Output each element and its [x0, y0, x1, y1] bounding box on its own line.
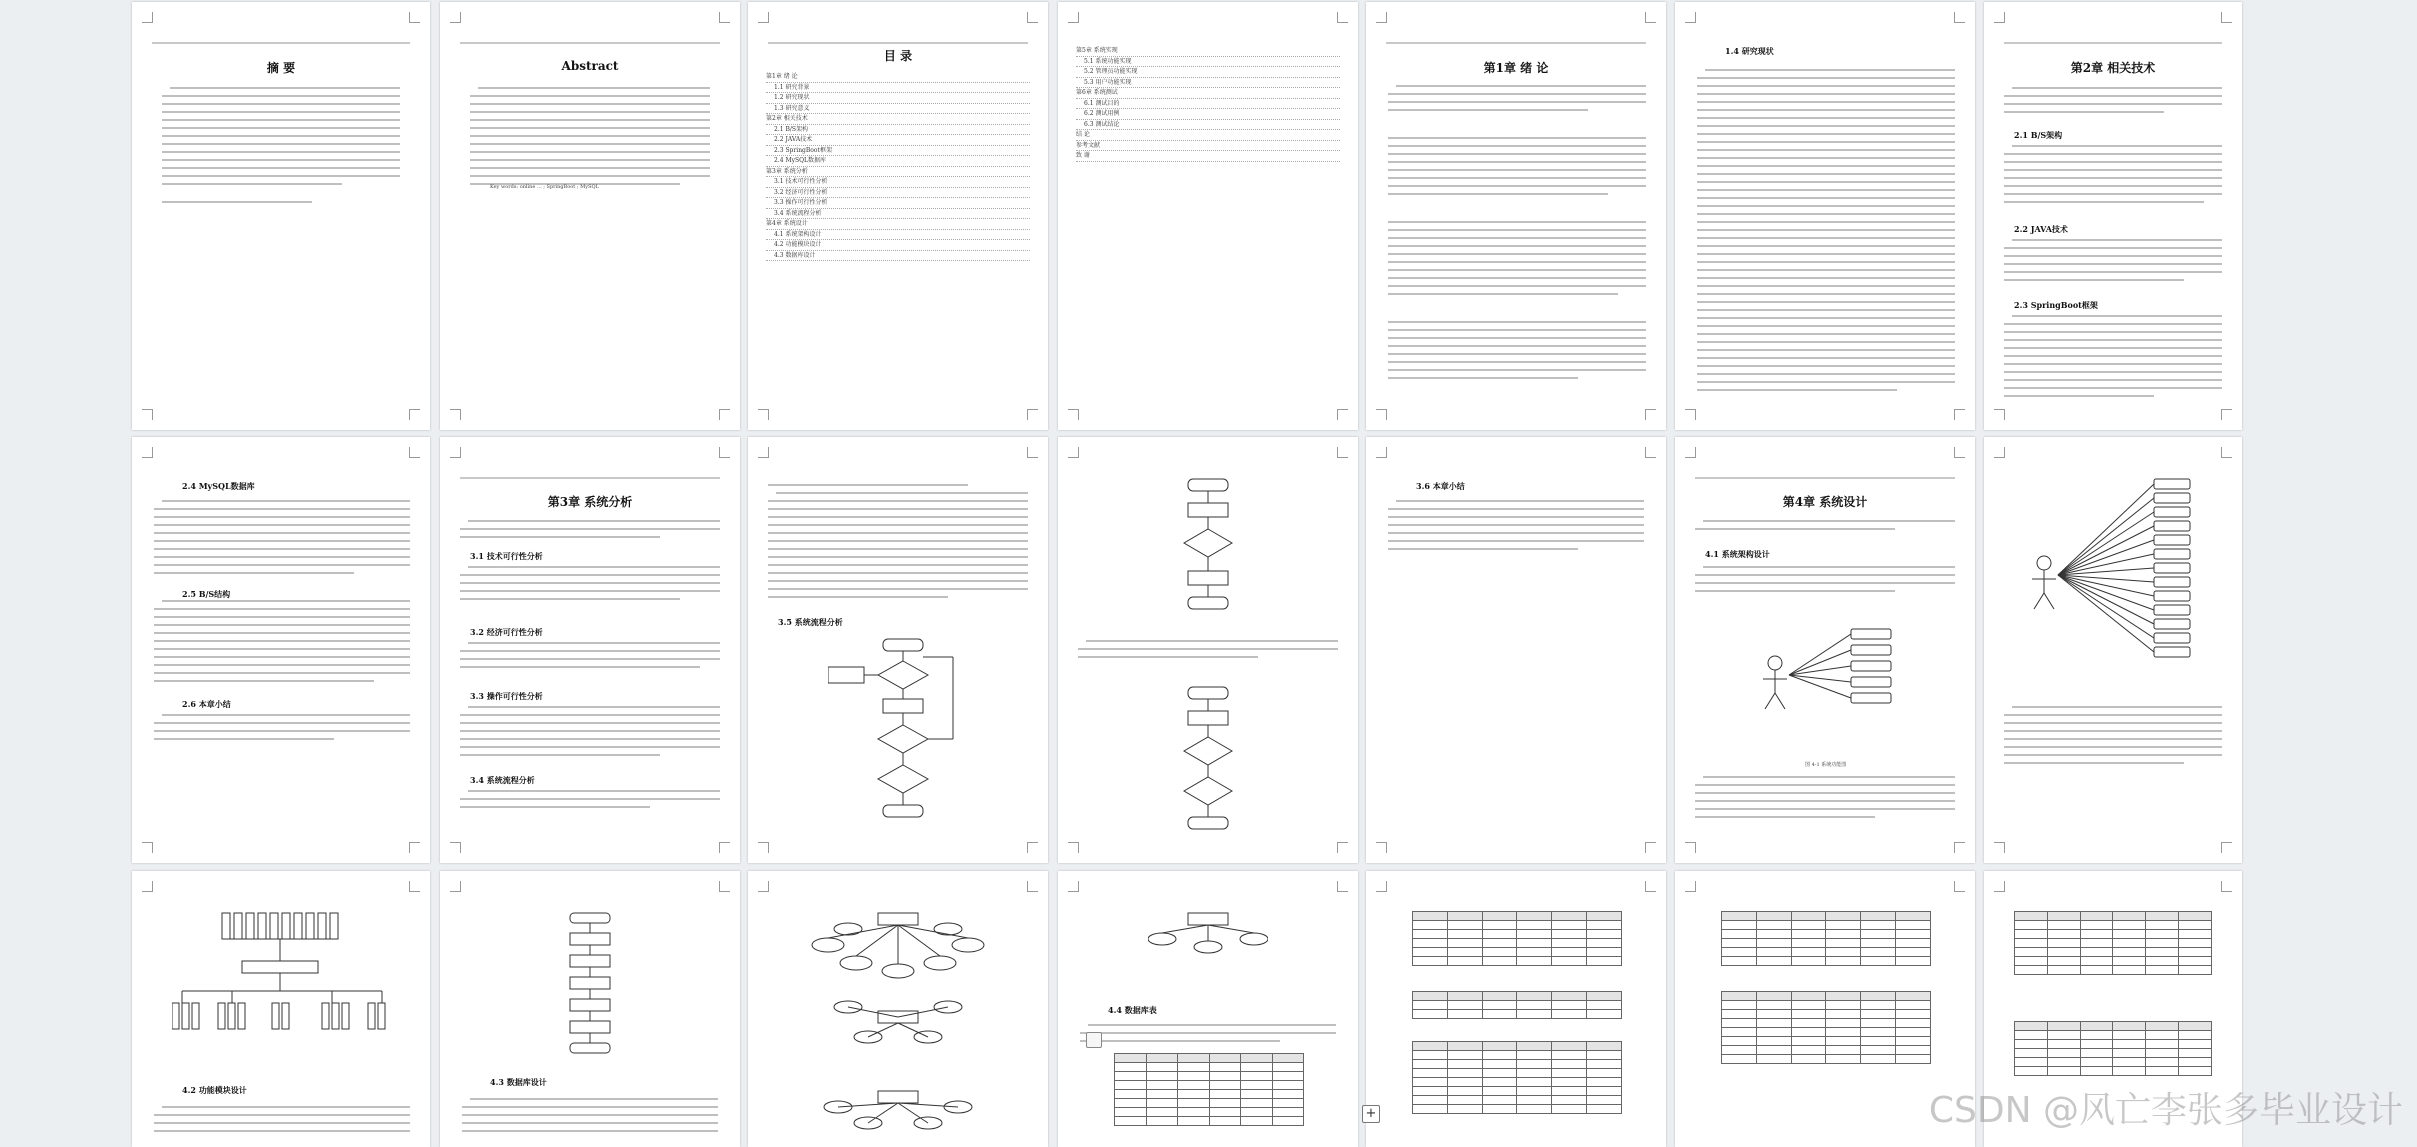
toc-list: [766, 72, 1030, 261]
page-title: Abstract: [561, 59, 619, 73]
toc-entry[interactable]: 第6章 系统测试: [1076, 88, 1340, 99]
flowchart-diagram: [828, 637, 978, 837]
db-table: [2014, 911, 2212, 975]
er-diagram: [808, 911, 988, 1141]
page-toc-continued: [1058, 2, 1358, 430]
page-db-design: [440, 871, 740, 1147]
page-research-status: [1675, 2, 1975, 430]
page-tables-a: [1366, 871, 1666, 1147]
toc-entry[interactable]: 致 谢: [1076, 151, 1340, 162]
toc-entry[interactable]: 6.2 测试用例: [1076, 109, 1340, 120]
toc-entry[interactable]: 第5章 系统实现: [1076, 46, 1340, 57]
toc-entry[interactable]: 2.3 SpringBoot框架: [766, 146, 1030, 157]
page-summary: [1366, 437, 1666, 863]
paragraph-lines: [1080, 1021, 1336, 1051]
paragraph-lines: [162, 84, 400, 214]
section-heading: 4.1 系统架构设计: [1705, 549, 1770, 559]
page-abstract-en: [440, 2, 740, 430]
section-heading: 2.3 SpringBoot框架: [2014, 300, 2098, 310]
toc-entry[interactable]: 2.1 B/S架构: [766, 125, 1030, 136]
toc-entry[interactable]: 第1章 绪 论: [766, 72, 1030, 83]
page-chapter-1: [1366, 2, 1666, 430]
user-use-case-diagram: [1755, 627, 1905, 727]
toc-entry[interactable]: 1.3 研究意义: [766, 104, 1030, 115]
page-mysql: [132, 437, 430, 863]
page-toc: [748, 2, 1048, 430]
page-title: 第2章 相关技术: [2070, 61, 2156, 75]
page-er-diagrams: [748, 871, 1048, 1147]
section-heading: 1.4 研究现状: [1725, 46, 1774, 56]
toc-entry[interactable]: 第3章 系统分析: [766, 167, 1030, 178]
db-table: [1412, 1041, 1622, 1114]
toc-entry[interactable]: 2.2 JAVA技术: [766, 135, 1030, 146]
er-diagram: [1148, 911, 1268, 961]
db-table: [1114, 1053, 1304, 1126]
section-heading: 3.3 操作可行性分析: [470, 691, 543, 701]
toc-entry[interactable]: 参考文献: [1076, 141, 1340, 152]
toc-entry[interactable]: 5.3 用户功能实现: [1076, 78, 1340, 89]
toc-entry[interactable]: 第4章 系统设计: [766, 219, 1030, 230]
paragraph-lines: [768, 481, 1028, 611]
section-heading: 4.3 数据库设计: [490, 1077, 547, 1087]
section-heading: 3.5 系统流程分析: [778, 617, 843, 627]
paragraph-lines: [1078, 637, 1338, 677]
paragraph-lines: [1388, 497, 1644, 567]
section-heading: 2.5 B/S结构: [182, 589, 231, 599]
toc-entry[interactable]: 2.4 MySQL数据库: [766, 156, 1030, 167]
toc-list: [1076, 46, 1340, 162]
toc-entry[interactable]: 5.1 系统功能实现: [1076, 57, 1340, 68]
toc-entry[interactable]: 6.3 测试结论: [1076, 120, 1340, 131]
toc-entry[interactable]: 6.1 测试目的: [1076, 99, 1340, 110]
page-chapter-3: [440, 437, 740, 863]
page-chapter-4: [1675, 437, 1975, 863]
db-table: [1721, 911, 1931, 966]
page-title: 第4章 系统设计: [1782, 495, 1868, 509]
toc-entry[interactable]: 1.2 研究现状: [766, 93, 1030, 104]
page-db-tables: [1058, 871, 1358, 1147]
toc-entry[interactable]: 3.2 经济可行性分析: [766, 188, 1030, 199]
figure-caption: 图 4-1 系统功能图: [1805, 762, 1847, 768]
toc-entry[interactable]: 4.1 系统架构设计: [766, 230, 1030, 241]
toc-entry[interactable]: 3.3 操作可行性分析: [766, 198, 1030, 209]
paragraph-lines: [154, 497, 410, 757]
toc-entry[interactable]: 3.4 系统流程分析: [766, 209, 1030, 220]
section-heading: 2.6 本章小结: [182, 699, 231, 709]
document-icon[interactable]: [1086, 1032, 1102, 1048]
paragraph-lines: [2004, 84, 2222, 414]
section-heading: 2.1 B/S架构: [2014, 130, 2063, 140]
db-table: [1412, 991, 1622, 1019]
section-heading: 2.2 JAVA技术: [2014, 224, 2068, 234]
section-heading: 3.2 经济可行性分析: [470, 627, 543, 637]
section-heading: 2.4 MySQL数据库: [182, 481, 255, 491]
section-heading: 3.4 系统流程分析: [470, 775, 535, 785]
paragraph-lines: [2004, 703, 2222, 823]
watermark: CSDN @风亡李张多毕业设计: [1928, 1090, 2403, 1131]
page-flowcharts: [1058, 437, 1358, 863]
paragraph-lines: [462, 1095, 718, 1143]
add-page-button[interactable]: +: [1362, 1105, 1380, 1123]
section-heading: 3.6 本章小结: [1416, 481, 1465, 491]
toc-entry[interactable]: 第2章 相关技术: [766, 114, 1030, 125]
paragraph-lines: [1388, 82, 1646, 412]
section-heading: 4.4 数据库表: [1108, 1005, 1157, 1015]
toc-entry[interactable]: 1.1 研究背景: [766, 83, 1030, 94]
page-function-tree: [132, 871, 430, 1147]
toc-entry[interactable]: 3.1 技术可行性分析: [766, 177, 1030, 188]
page-abstract-cn: [132, 2, 430, 430]
page-chapter-2: [1984, 2, 2242, 430]
section-heading: 4.2 功能模块设计: [182, 1085, 247, 1095]
flowchart-diagram: [1158, 477, 1258, 627]
toc-entry[interactable]: 结 论: [1076, 130, 1340, 141]
keywords: Key words: online ... ; SpringBoot ; MySQL: [490, 184, 599, 190]
paragraph-lines: [460, 517, 720, 847]
flowchart-diagram: [1158, 685, 1258, 845]
page-admin-usecase: [1984, 437, 2242, 863]
paragraph-lines: [154, 1103, 410, 1143]
paragraph-lines: [1695, 517, 1955, 607]
toc-entry[interactable]: 4.2 功能模块设计: [766, 240, 1030, 251]
page-title: 目 录: [883, 49, 913, 63]
page-title: 第1章 绪 论: [1483, 61, 1549, 75]
flowchart-diagram: [550, 911, 630, 1061]
db-table: [1412, 911, 1622, 966]
page-title: 摘 要: [266, 61, 296, 75]
paragraph-lines: [1695, 773, 1955, 843]
function-module-tree: [172, 911, 392, 1071]
db-table: [2014, 1021, 2212, 1076]
admin-use-case-diagram: [2024, 477, 2204, 677]
toc-entry[interactable]: 5.2 管理员功能实现: [1076, 67, 1340, 78]
toc-entry[interactable]: 4.3 数据库设计: [766, 251, 1030, 262]
page-title: 第3章 系统分析: [547, 495, 633, 509]
db-table: [1721, 991, 1931, 1064]
section-heading: 3.1 技术可行性分析: [470, 551, 543, 561]
page-flow-analysis: [748, 437, 1048, 863]
paragraph-lines: [1697, 66, 1955, 406]
